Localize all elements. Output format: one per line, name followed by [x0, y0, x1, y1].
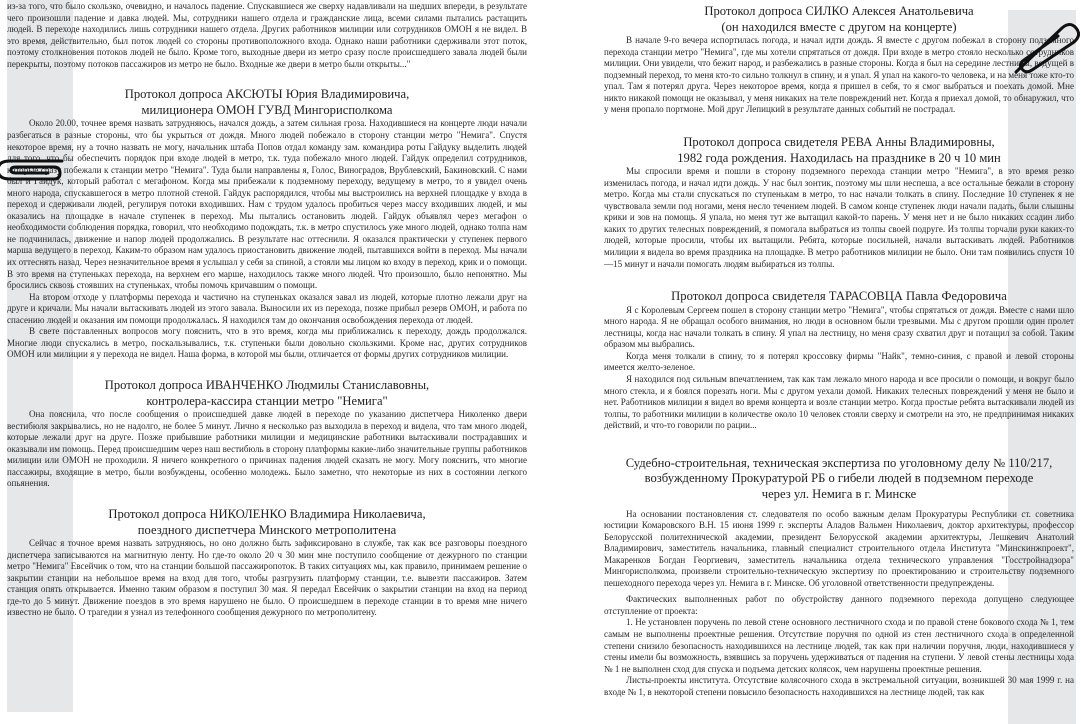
- paragraph: Сейчас я точное время назвать затрудняюсь, но оно должно быть зафиксировано в службе, так как все разговоры поездного диспетчера записываются на магнитную ленту. Но где-то около 20 ч 30 мин мне поступило сообщение от дежурного по станции метро "Немига" Евсейчик о том, что на станции большой пассажиропоток. В таких ситуациях мы, как правило, принимаем решение о закрытии станции на небольшое время на вход для того, чтобы разгрузить платформу станции, т.е. вывезти пассажиров. Затем станция опять открывается. Именно таким образом я поступил 30 мая. Я передал Евсейчик о закрытии станции на вход на период где-то до 5 минут. Движение поездов в это время нарушено не было. О происшедшем в переходе станции в то время мне ничего известно не было. О трагедии я узнал из телефонного сообщения дежурного по метрополитену.: [7, 538, 527, 618]
- section-title-line: Судебно-строительная, техническая экспертиза по уголовному делу № 110/217,: [625, 455, 1053, 470]
- section-subtitle-line: милиционера ОМОН ГУВД Мингорисполкома: [141, 102, 393, 117]
- section-silko: [604, 4, 1074, 116]
- section-title: [604, 456, 1074, 503]
- paragraph: Когда меня толкали в спину, то я потерял кроссовку фирмы "Найк", темно-синия, с правой и левой стороны имеется желто-зеленое.: [604, 350, 1074, 373]
- right-page: [604, 0, 1074, 698]
- section-nikolenko: [7, 507, 527, 619]
- section-subtitle-line: 1982 года рождения. Находилась на празднике в 20 ч 10 мин: [677, 150, 1001, 165]
- paperclip-icon: [1010, 22, 1080, 78]
- paragraph: На основании постановления ст. следователя по особо важным делам Прокуратуры Республики ст. советника юстиции Комаровского В.Н. 15 июня 1999 г. эксперты Аладов Вальмен Николаевич, доктор архитектуры, профессор Белорусской политехнической академии, президент Белорусской академии архитектуры, Лешкевич Анатолий Владимирович, заместитель начальника, главный специалист строительного отдела Института "Минскинжпроект", Макаренков Богдан Георгиевич, заместитель начальника отдела технического управления "Госстройнадзора" Мингорисполкома, произвели строительно-техническую экспертизу по проектированию и строительству подземного пешеходного перехода через ул. Немига в г. Минске. Об уголовной ответственности предупреждены.: [604, 508, 1074, 588]
- paperclip-icon: [0, 153, 64, 187]
- section-reva: [604, 135, 1074, 270]
- section-expertise: [604, 456, 1074, 699]
- section-tarasovets: [604, 289, 1074, 432]
- paragraph: Я с Королевым Сергеем пошел в сторону станции метро "Немига", чтобы спрятаться от дождя. Вместе с нами шло много народа. Я не обращал особого внимания, но люди в основном были трезвыми. Мы с другом прошли один пролет лестницы, когда нас начали толкать в спину. Я упал на лестницу, но меня сразу схватил друг и потащил за собой. Таким образом мы выбрались.: [604, 304, 1074, 350]
- paragraph: На втором отходе у платформы перехода и частично на ступеньках оказался завал из людей, которые плотно лежали друг на друге и кричали. Мы начали вытаскивать людей из этого завала. Выносили их из перехода, позже прибыл резерв ОМОН, и работа по спасению людей и оказания им помощи продолжалась. Я находился там до окончания освобождения перехода от людей.: [7, 291, 527, 325]
- section-title: [604, 4, 1074, 35]
- section-title: [604, 135, 1074, 166]
- section-title: [7, 507, 527, 538]
- section-title-line: через ул. Немига в г. Минске: [761, 486, 917, 501]
- paragraph: Я находился под сильным впечатлением, так как там лежало много народа и все просили о помощи, и вокруг было много стекла, и я боялся порезать ноги. Мы с другом уехали домой. Никаких телесных повреждений у меня не было и нет. Работников милиции я видел во время концерта и возле станции метро. Когда простые ребята вытаскивали людей из толпы, то работники милиции в количестве около 10 человек стояли сверху и смотрели на это, не предпринимая никаких действий, и что-то говорили по рации...: [604, 374, 1074, 431]
- section-ivanchenko: [7, 378, 527, 490]
- left-page: [7, 0, 527, 619]
- paragraph: Она пояснила, что после сообщения о происшедшей давке людей в переходе по указанию диспетчера Николенко двери вестибюля закрывались, но не надолго, не более 5 минут. Лично я несколько раз выходила в переход и видела, что там много людей, которые лежали друг на друге. Позже прибывшие работники милиции и медицинские работники вытаскивали пострадавших и оказывали им помощь. Перед происшедшим через наш вестибюль в сторону платформы какие-либо значительные группы работников милиции или ОМОН не проходили. Я ничего конкретного о причинах падения людей сказать не могу. Могу пояснить, что многие пассажиры, входящие в метро, были возбуждены, особенно молодежь. Было заметно, что некоторые из них в состоянии легкого опьянения.: [7, 409, 527, 489]
- section-subtitle-line: поездного диспетчера Минского метрополитена: [137, 522, 397, 537]
- paragraph: 1. Не установлен поручень по левой стене основного лестничного схода и по правой стене бокового схода № 1, тем самым не выполнены проектные решения. Отсутствие поручня по одной из стен лестничного схода в определенной степени снизило безопасность находившихся на лестнице людей, так как при наличии поручня, люди, находившиеся у стены имели бы возможность, взявшись за поручень удерживаться от падения на ступени. У левой стены лестницы хода № 1 не выполнен сход для спуска и подъема детских колясок, чем нарушены проектные решения.: [604, 617, 1074, 674]
- paragraph: В начале 9-го вечера испортилась погода, и начал идти дождь. Я вместе с другом побежал в сторону подземного перехода станции метро "Немига", где мы хотели спрятаться от дождя. При входе в метро стояло несколько сотрудников милиции. Они увидели, что бежит народ, и разбежались в разные стороны. Когда я был на середине лестницы, ведущей в подземный переход, то меня кто-то сильно толкнул в спину, и я упал. Я упал на какого-то человека, и на меня тоже кто-то упал. Там я потерял друга. Через некоторое время, когда я пришел в себя, то я смог выбраться и поехать домой. Мне никто никакой помощи не оказывал, у меня никаких на теле повреждений нет. Когда я приехал домой, то обнаружил, что у меня пропало портмоне. Мой друг Лепицкий в результате данных событий не пострадал.: [604, 35, 1074, 115]
- section-title: [604, 289, 1074, 305]
- continued-paragraph: из-за того, что было скользко, очевидно, и началось падение. Спускавшиеся же сверху надавливали на шедших впереди, в результате чего произошли падение и давка людей. Мы, сотрудники нашего отдела и гражданские лица, всеми силами пытались растащить людей. В переходе находились лишь сотрудники нашего отдела. Других работников милиции или сотрудников ОМОН я не видел. В это время, действительно, был поток людей со стороны противоположного входа. Однако наши работники сдерживали этот поток, поэтому столкновения потоков людей не было. Кроме того, выходные двери из метро сразу после происшедшего завала людей были перекрыты, поэтому потоков пассажиров из метро не было. Входные же двери в метро были открыты...": [7, 1, 527, 69]
- section-title-line: Протокол допроса НИКОЛЕНКО Владимира Николаевича,: [108, 506, 426, 521]
- section-title-line: возбужденному Прокуратурой РБ о гибели людей в подземном переходе: [644, 471, 1034, 486]
- paragraph: Мы спросили время и пошли в сторону подземного перехода станции метро "Немига", в это время резко изменилась погода, и начал идти дождь. У нас был зонтик, поэтому мы шли неспеша, а все остальные бежали в сторону метро. Когда мы стали спускаться по ступенькам в метро, то нас начали толкать в спину. Последние 10 ступенек я не чувствовала земли под ногами, меня несло течением людей. В самом конце ступенек люди начали падать, были слышны крики и зов на помощь. Я упала, но меня тут же вытащил какой-то парень. У меня нет и не было никаких ссадин либо каких то других телесных повреждений, я помогала выбраться из толпы своей подруге. Из толпы торчали руки каких-то людей, которые просили, чтобы их вытащили. Ребята, которые посильней, начали вытаскивать людей. Работников милиции я видела во время праздника на площадке. В метро работников милиции не было. Они там появились спустя 10—15 минут и начали помогать людям выбираться из толпы.: [604, 166, 1074, 269]
- paragraph: В свете поставленных вопросов могу пояснить, что в это время, когда мы приближались к переходу, дождь продолжался. Многие люди спускались в метро, поскальзывались, т.к. ступеньки были довольно скользкими. Кроме нас, других сотрудников ОМОН или милиции я у перехода не видел. Наша форма, в которой мы были, отличается от формы других сотрудников милиции.: [7, 326, 527, 360]
- paragraph: Фактических выполненных работ по обустройству данного подземного перехода допущено следующее отступление от проекта:: [604, 594, 1074, 616]
- section-title-line: Протокол допроса свидетеля ТАРАСОВЦА Павла Федоровича: [671, 289, 1007, 304]
- section-title-line: Протокол допроса свидетеля РЕВА Анны Владимировны,: [683, 135, 995, 150]
- paragraph: Листы-проекты института. Отсутствие колясочного схода в экстремальной ситуации, возникшей 30 мая 1999 г. на входе № 1, в некоторой степени повысило безопасность находившихся на лестнице людей, так как: [604, 675, 1074, 697]
- section-subtitle-line: контролера-кассира станции метро "Немига": [146, 393, 388, 408]
- section-aksyuta: [7, 87, 527, 361]
- section-title-line: Протокол допроса ИВАНЧЕНКО Людмилы Станиславовны,: [104, 377, 430, 392]
- section-title: [7, 87, 527, 118]
- section-subtitle-line: (он находился вместе с другом на концерте): [721, 19, 957, 34]
- section-title-line: Протокол допроса АКСЮТЫ Юрия Владимировича,: [124, 87, 410, 102]
- section-title-line: Протокол допроса СИЛКО Алексея Анатольевича: [704, 4, 974, 18]
- section-title: [7, 378, 527, 409]
- paragraph: Около 20.00, точнее время назвать затрудняюсь, начался дождь, а затем сильная гроза. Находившиеся на концерте люди начали разбегаться в разные стороны, что бы укрыться от дождя. Много людей побежало в сторону станции метро "Немига". Спустя некоторое время, ну а точно назвать не могу, начальник штаба Попов отдал команду зам. командира роты Гайдуку выделить людей для того, что бы обеспечить порядок при входе людей в метро, т.к. туда побежало много людей. Гайдук определил сотрудников, которые сразу побежали к станции метро "Немига". Туда были направлены я, Голос, Виноградов, Врублевский, Бакиновский. С нами был и Гайдук, который работал с мегафоном. Когда мы прибежали к подземному переходу, ведущему в метро, то я увидел очень много народа, спускавшегося в метро плотной стеной. Гайдук распорядился, чтобы мы выстроились на верхней площадке у входа в переход и сдерживали людей, регулируя потоки входивших. Нам с трудом удалось пробиться через массу входивших людей, и мы оказались на площадке в начале ступенек в переход. Мы пытались остановить людей. Гайдук объявлял через мегафон о необходимости соблюдения порядка, говорил, что необходимо подождать, т.к. в метро спустилось уже много людей, однако толпа нам не подчинилась, движение и напор людей продолжались. В результате нас оттеснили. Я оказался практически у ступенек первого марша ведущего в переход. Каким-то образом нам удалось приостановить движение людей, пытавшихся войти в переход. Мы начали их оттеснять назад. Через незначительное время я услышал у себя за спиной, а стояли мы лицом ко входу в переход, крик и о помощи. В это время на ступеньках перехода, на верхнем его марше, находилось также много людей. Что произошло, было непонятно. Мы бросились сквозь стоявших на ступеньках, чтобы помочь кричавшим о помощи.: [7, 118, 527, 291]
